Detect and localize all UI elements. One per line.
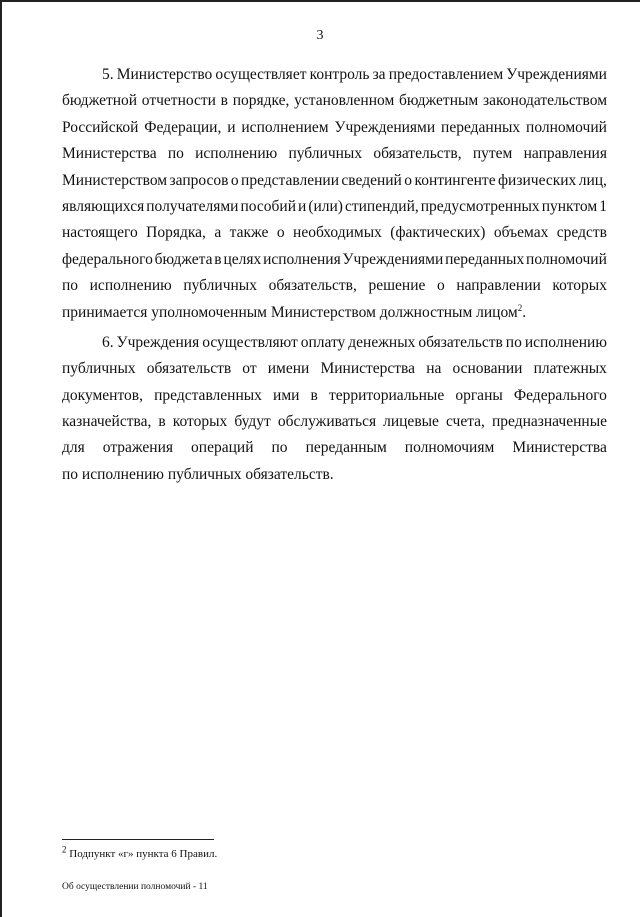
scan-border-top (0, 0, 640, 2)
word: обязательств, (373, 145, 462, 163)
word: публичных (183, 277, 257, 295)
word: исполнению (89, 277, 172, 295)
word: обязательств (418, 333, 503, 351)
word: полномочиям (404, 439, 495, 457)
word: будут (234, 413, 271, 431)
word: Министерством (62, 171, 168, 189)
word: получателями (146, 197, 239, 215)
word: представлении (241, 171, 339, 189)
footnote-reference: 2 (517, 302, 523, 313)
word: представленных (154, 386, 262, 404)
word: платежных (533, 360, 607, 378)
word: 5. (102, 66, 114, 83)
word: исполнением (241, 118, 329, 136)
word: публичных (288, 145, 363, 163)
footnote-marker: 2 (62, 844, 67, 855)
word: по (505, 333, 522, 351)
word: основании (452, 360, 523, 378)
word: направлении (456, 277, 541, 295)
word: Министерства (320, 360, 416, 378)
word: порядке, (232, 92, 290, 110)
word: (или) (308, 197, 343, 215)
word: целях (223, 250, 262, 268)
word: Министерства (512, 439, 607, 457)
word: физических (498, 171, 577, 189)
paragraph-line (62, 141, 607, 167)
word: Порядка, (146, 224, 206, 242)
word: о (404, 171, 413, 189)
word: предоставлением (388, 66, 504, 83)
word: а (214, 224, 222, 242)
word: также (229, 224, 269, 242)
word: денежных (348, 333, 416, 351)
word: по (167, 145, 184, 163)
word: установленном (294, 92, 395, 110)
word: лицевые (383, 413, 439, 431)
word: пособий (240, 197, 297, 215)
paragraph-line (62, 88, 607, 114)
word: переданных (441, 118, 521, 136)
word: и (227, 118, 236, 136)
line-end-punctuation: . (522, 303, 527, 321)
line-text: принимается уполномоченным Министерством должностным лицом (62, 303, 518, 321)
word: Министерство (116, 66, 213, 83)
word: Федерального (513, 386, 607, 404)
word: обязательств, (268, 277, 357, 295)
footnote-separator (62, 839, 214, 840)
word: имени (267, 360, 310, 378)
footer-document-code: Об осуществлении полномочий - 11 (62, 882, 208, 892)
word: являющихся (62, 197, 145, 215)
word: и (298, 197, 307, 215)
word: о (276, 224, 285, 242)
word: казначейства, (62, 413, 152, 431)
paragraph-line (62, 168, 607, 194)
paragraph-line (62, 115, 607, 141)
paragraph-line (62, 220, 607, 246)
word: федерального (62, 250, 153, 268)
word: предназначенные (491, 413, 607, 431)
word: направления (523, 145, 607, 163)
word: 6. (102, 333, 114, 351)
word: для (62, 439, 85, 457)
page-number: 3 (316, 28, 324, 43)
paragraph-line (62, 356, 607, 382)
word: в (158, 413, 166, 431)
paragraph-line (62, 435, 607, 461)
word: публичных (62, 360, 136, 378)
word: Учреждениями (334, 118, 436, 136)
word: по (62, 277, 79, 295)
word: (фактических) (390, 224, 486, 242)
word: Учреждениями (506, 66, 607, 83)
paragraph-line (62, 194, 607, 220)
word: объемах (493, 224, 549, 242)
word: полномочий (526, 250, 607, 268)
paragraph-last-line (62, 462, 607, 488)
body-text (62, 62, 607, 488)
word: отчетности (141, 92, 216, 110)
word: о (436, 277, 445, 295)
word: полномочий (526, 118, 607, 136)
word: от (242, 360, 257, 378)
word: в (310, 386, 318, 404)
word: Учреждения (116, 333, 200, 351)
paragraph-line (62, 273, 607, 299)
word: переданных (445, 250, 525, 268)
word: путем (472, 145, 513, 163)
paragraph-line (62, 409, 607, 435)
word: средств (556, 224, 607, 242)
word: бюджетной (62, 92, 138, 110)
word: стипендий, (344, 197, 419, 215)
paragraph-line (62, 383, 607, 409)
word: контингенте (414, 171, 496, 189)
word: необходимых (293, 224, 382, 242)
paragraph-last-line (62, 300, 607, 326)
word: запросов (169, 171, 229, 189)
word: которых (172, 413, 228, 431)
word: оплату (300, 333, 346, 351)
paragraph-line (62, 330, 607, 356)
word: исполнения (263, 250, 341, 268)
word: счета, (445, 413, 485, 431)
word: о (230, 171, 239, 189)
word: территориальные (328, 386, 445, 404)
word: 1 (599, 197, 607, 215)
word: законодательством (482, 92, 607, 110)
word: пунктом (541, 197, 598, 215)
word: решение (368, 277, 426, 295)
word: настоящего (62, 224, 138, 242)
word: документов, (62, 386, 143, 404)
word: операций (191, 439, 254, 457)
word: органы (455, 386, 503, 404)
word: в (220, 92, 228, 110)
word: обслуживаться (277, 413, 377, 431)
footnote-text: Подпункт «г» пункта 6 Правил. (69, 848, 218, 860)
word: бюджетным (398, 92, 479, 110)
scan-border-left (0, 0, 2, 917)
word: Федерации, (144, 118, 222, 136)
word: отражения (102, 439, 174, 457)
paragraph-line (62, 62, 607, 88)
word: лиц, (578, 171, 607, 189)
word: за (372, 66, 386, 83)
word: сведений (341, 171, 402, 189)
word: которых (552, 277, 607, 295)
footnote (62, 844, 218, 860)
word: на (426, 360, 442, 378)
word: в (214, 250, 222, 268)
word: Российской (62, 118, 139, 136)
word: осуществляет (215, 66, 307, 83)
word: по (271, 439, 288, 457)
paragraph-line (62, 247, 607, 273)
word: предусмотренных (420, 197, 540, 215)
line-text: по исполнению публичных обязательств. (62, 465, 334, 483)
word: переданным (305, 439, 387, 457)
word: исполнению (524, 333, 607, 351)
word: Учреждениями (342, 250, 444, 268)
word: осуществляют (202, 333, 298, 351)
word: бюджета (154, 250, 213, 268)
word: обязательств (146, 360, 232, 378)
word: Министерства (62, 145, 157, 163)
word: контроль (309, 66, 370, 83)
word: ими (273, 386, 300, 404)
word: исполнению (195, 145, 278, 163)
